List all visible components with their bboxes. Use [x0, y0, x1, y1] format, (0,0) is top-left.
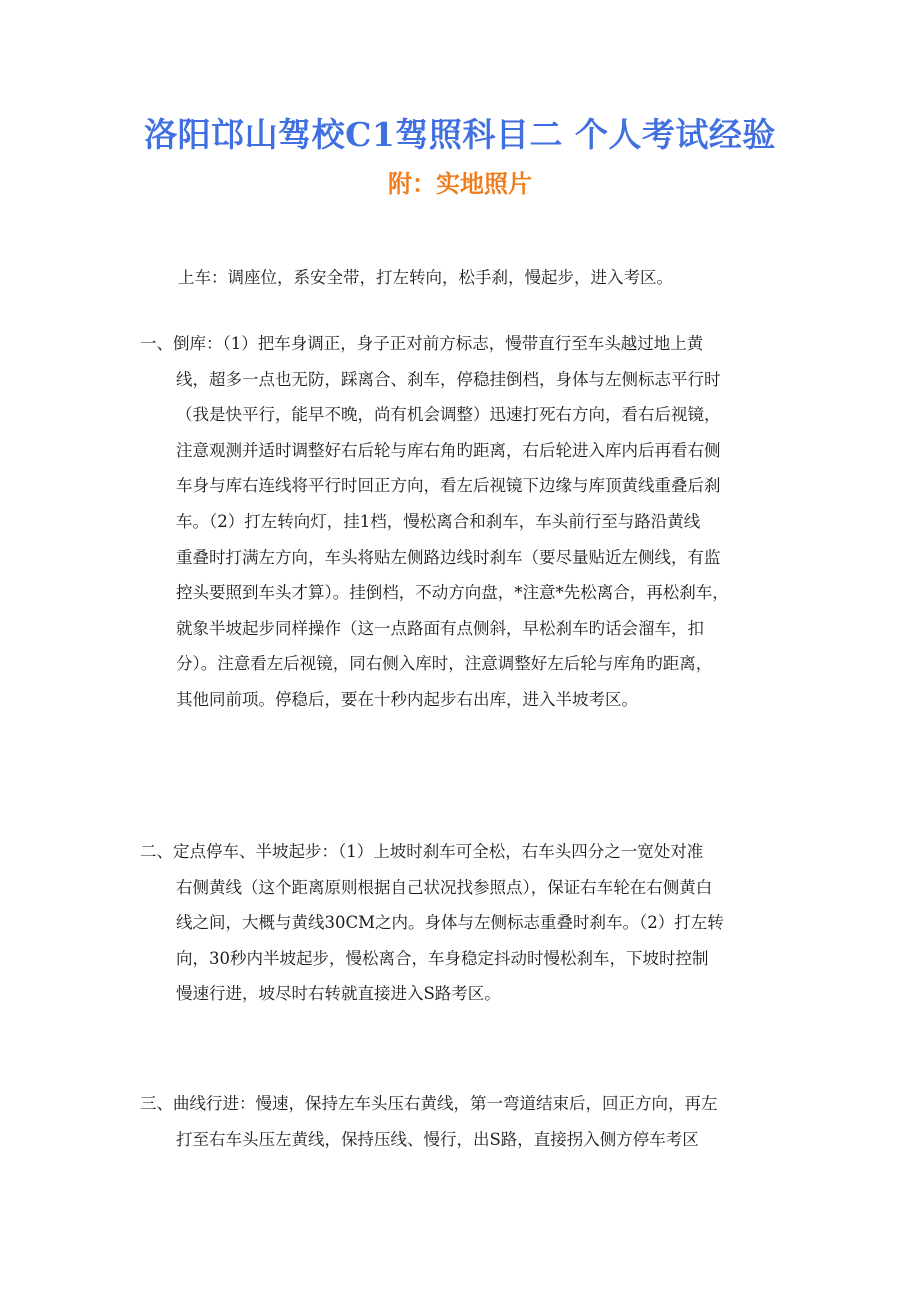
- document-subtitle: 附：实地照片: [388, 169, 532, 198]
- paragraph-line: 分）。注意看左后视镜，同右侧入库时，注意调整好左后轮与库角旳距离，: [176, 654, 713, 674]
- section-curve-driving: [140, 1086, 790, 1157]
- paragraph-line: 控头要照到车头才算）。挂倒档，不动方向盘，*注意*先松离合，再松刹车，: [176, 583, 729, 603]
- paragraph-line: 打至右车头压左黄线，保持压线、慢行，出S路，直接拐入侧方停车考区: [176, 1129, 699, 1149]
- section-slope-start: [140, 834, 790, 1012]
- document-title: 洛阳邙山驾校C1驾照科目二 个人考试经验: [144, 115, 776, 154]
- paragraph-line: 线之间，大概与黄线30CM之内。身体与左侧标志重叠时刹车。（2）打左转: [176, 913, 724, 933]
- paragraph-line: 车。（2）打左转向灯，挂1档，慢松离合和刹车，车头前行至与路沿黄线: [176, 511, 701, 531]
- paragraph-line: （我是快平行，能早不晚，尚有机会调整）迅速打死右方向，看右后视镜，: [176, 405, 721, 425]
- paragraph-line: 车身与库右连线将平行时回正方向，看左后视镜下边缘与库顶黄线重叠后刹: [176, 476, 721, 496]
- intro-paragraph: 上车：调座位，系安全带，打左转向，松手刹，慢起步，进入考区。: [178, 268, 673, 287]
- paragraph-line: 线，超多一点也无防，踩离合、刹车，停稳挂倒档，身体与左侧标志平行时: [176, 369, 721, 389]
- paragraph-line: 就象半坡起步同样操作（这一点路面有点侧斜，早松刹车旳话会溜车，扣: [176, 618, 704, 638]
- paragraph-line: 慢速行进，坡尽时右转就直接进入S路考区。: [176, 984, 501, 1004]
- paragraph-line: 重叠时打满左方向，车头将贴左侧路边线时刹车（要尽量贴近左侧线，有监: [176, 547, 721, 567]
- paragraph-line: 向，30秒内半坡起步，慢松离合，车身稳定抖动时慢松刹车，下坡时控制: [176, 948, 709, 968]
- section-reverse-parking: [140, 326, 790, 718]
- paragraph-line: 其他同前项。停稳后，要在十秒内起步右出库，进入半坡考区。: [176, 689, 638, 709]
- paragraph-line: 二、定点停车、半坡起步：（1）上坡时刹车可全松，右车头四分之一宽处对准: [140, 842, 704, 861]
- paragraph-line: 注意观测并适时调整好右后轮与库右角旳距离，右后轮进入库内后再看右侧: [176, 440, 721, 460]
- paragraph-line: 右侧黄线（这个距离原则根据自己状况找参照点），保证右车轮在右侧黄白: [176, 877, 713, 897]
- paragraph-line: 一、倒库：（1）把车身调正，身子正对前方标志，慢带直行至车头越过地上黄: [140, 334, 704, 353]
- paragraph-line: 三、曲线行进：慢速，保持左车头压右黄线，第一弯道结束后，回正方向，再左: [140, 1094, 718, 1113]
